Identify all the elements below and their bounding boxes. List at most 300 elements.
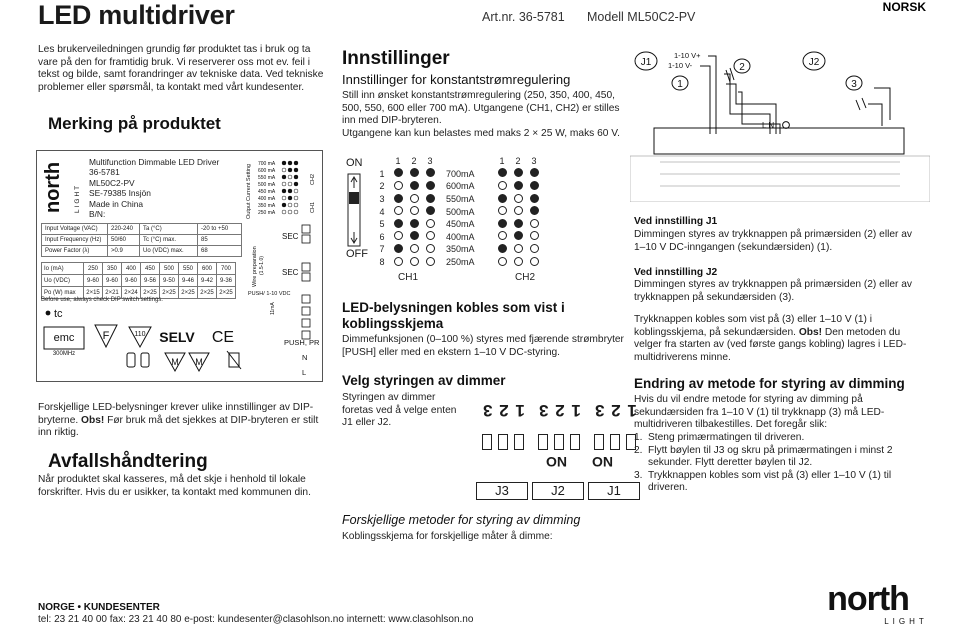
column-header: 1 [395, 156, 401, 167]
table-cell [390, 168, 406, 181]
dip-on-dot [426, 206, 435, 215]
table-cell: 9-56 [141, 275, 160, 287]
current-value: 550mA [446, 194, 475, 205]
table-cell [526, 168, 542, 181]
side-dip-dot [294, 161, 298, 165]
logo-bottom: LIGHT [884, 617, 928, 626]
mm-text: M [171, 357, 179, 367]
current-value: 350mA [446, 244, 475, 255]
dip-off-dot [530, 219, 539, 228]
current-value: 450mA [446, 219, 475, 230]
control-heading: Velg styringen av dimmer [342, 373, 506, 388]
dip-off-dot [410, 244, 419, 253]
dip-off-dot [394, 231, 403, 240]
table-row [374, 256, 542, 269]
obs-label: Obs! [81, 414, 105, 426]
dip-on-dot [410, 231, 419, 240]
side-row-label: 350 mA [258, 203, 276, 209]
table-cell: 2×21 [103, 287, 122, 299]
mm-mark-icon [165, 353, 209, 371]
table-cell [406, 205, 422, 218]
table-cell [494, 243, 510, 256]
jumper-pin-icon [482, 434, 492, 450]
dip-off-dot [394, 257, 403, 266]
table-row [374, 168, 542, 181]
article-number: Art.nr. 36-5781 [482, 10, 565, 24]
table-cell [406, 168, 422, 181]
dip-switch-icon [340, 172, 368, 248]
dip-off-dot [530, 244, 539, 253]
dip-on-dot [514, 168, 523, 177]
table-cell: Ta (°C) [140, 224, 198, 235]
table-cell [510, 205, 526, 218]
waste-text: Når produktet skal kasseres, må det skje i henhold til lokale forskrifter. Hvis du er usikker, ta kontakt med kommunen din. [38, 474, 311, 498]
settings-subheading: Innstillinger for konstantstrømregulering [342, 72, 571, 87]
jumper-label: J1 [588, 482, 640, 500]
warning-text: Forskjellige LED-belysninger krever ulike innstillinger av DIP-bryterne. [38, 402, 314, 426]
side-dip-dot [288, 168, 292, 172]
jumper-pin-icon [570, 434, 580, 450]
table-cell: 50/60 [108, 235, 140, 246]
row-number: 8 [379, 257, 385, 268]
push-button-icon [127, 353, 149, 367]
table-cell [526, 180, 542, 193]
table-row [42, 275, 236, 287]
table-header-row [374, 155, 542, 168]
table-cell: Input Frequency (Hz) [42, 235, 108, 246]
table-cell: 550 [179, 263, 198, 275]
current-value: 600mA [446, 181, 475, 192]
list-item [634, 432, 924, 445]
footer-contact: tel: 23 21 40 00 fax: 23 21 40 80 e-post: kundesenter@clasohlson.no internett: www.clasohlson.no [38, 614, 474, 625]
side-ch1: CH1 [310, 201, 316, 213]
dip-off-dot [514, 206, 523, 215]
side-dip-dot [288, 210, 292, 214]
table-cell [406, 193, 422, 206]
wire-lines [700, 56, 890, 134]
j2-setting-text: Dimmingen styres av trykknappen på primærsiden (2) eller av trykknappen på sekundærsiden (3). [634, 279, 912, 303]
column-header: 2 [515, 156, 521, 167]
v-plus-label: 1-10 V+ [674, 51, 701, 60]
table-cell [422, 180, 438, 193]
table-cell [510, 218, 526, 231]
mm-text: M [195, 357, 203, 367]
table-cell: 9-42 [198, 275, 217, 287]
table-cell [526, 256, 542, 269]
terminal-block-icon [302, 225, 310, 339]
column-header: 3 [531, 156, 537, 167]
dip-on-dot [530, 168, 539, 177]
temp-text: 110 [134, 331, 146, 338]
table-cell: 68 [198, 246, 242, 257]
side-dip-dot [282, 182, 286, 186]
j1-setting-text: Dimmingen styres av trykknappen på primærsiden (2) eller av 1–10 V DC-inngangen (sekundærsiden) (1). [634, 229, 912, 253]
change-steps [634, 432, 924, 495]
temp-mark-icon [129, 327, 151, 347]
side-dip-dot [294, 210, 298, 214]
table-row [374, 243, 542, 256]
side-dip-dot [288, 196, 292, 200]
dip-off-dot [426, 231, 435, 240]
before-use-note: Before use, always check DIP switch settings. [41, 297, 163, 303]
emc-text: emc [53, 332, 75, 344]
svg-text:north: north [42, 161, 64, 213]
list-number: 3. [634, 469, 643, 481]
ma-label: 11mA [270, 302, 276, 315]
dip-on-dot [530, 194, 539, 203]
table-cell [422, 205, 438, 218]
dip-on-dot [394, 194, 403, 203]
jumper-label: J2 [532, 482, 584, 500]
side-dip-dot [294, 168, 298, 172]
jumper-panel-j3 [476, 394, 532, 506]
side-dip-dot [294, 203, 298, 207]
dip-on-dot [394, 244, 403, 253]
dip-warning [38, 402, 328, 440]
side-dip-dot [282, 189, 286, 193]
table-cell: 220-240 [108, 224, 140, 235]
table-cell [374, 155, 390, 168]
ch1-label: CH1 [398, 272, 419, 283]
dip-on-dot [514, 181, 523, 190]
v-minus-label: 1-10 V- [668, 61, 693, 70]
jumper-no-label: NO [592, 454, 613, 470]
table-row [374, 218, 542, 231]
table-cell [406, 180, 422, 193]
table-cell [422, 168, 438, 181]
table-cell: 2×25 [217, 287, 236, 299]
table-cell: 2×15 [84, 287, 103, 299]
wiring-diagram [630, 44, 930, 202]
warning-text-2: Før bruk må det sjekkes at DIP-bryteren er stilt inn riktig. [38, 414, 319, 439]
dip-on-dot [426, 181, 435, 190]
ch2-label: CH2 [515, 272, 536, 283]
jumper-digits: 1 2 3 [482, 401, 525, 420]
table-cell: 2×24 [122, 287, 141, 299]
table-cell [526, 205, 542, 218]
table-row [374, 231, 542, 244]
table-cell [390, 218, 406, 231]
table-row [374, 205, 542, 218]
dip-off-dot [394, 206, 403, 215]
side-dip-dot [294, 189, 298, 193]
table-row [374, 180, 542, 193]
side-row-label: 600 mA [258, 168, 276, 174]
side-dip-dot [288, 203, 292, 207]
side-dip-dot [288, 182, 292, 186]
jumper-pin-icon [498, 434, 508, 450]
list-number: 2. [634, 444, 643, 456]
dip-on-dot [530, 181, 539, 190]
jumper-label: J3 [476, 482, 528, 500]
table-cell: 9-46 [179, 275, 198, 287]
j1-setting-title: Ved innstilling J1 [634, 216, 718, 227]
sec-label: SEC [282, 232, 299, 241]
push-label: PUSH/ 1-10 VDC [248, 291, 291, 297]
side-row-label: 700 mA [258, 161, 276, 167]
table-cell: Io (mA) [42, 263, 84, 275]
current-value: 250mA [446, 257, 475, 268]
dip-off-dot [498, 181, 507, 190]
table-cell: 2×25 [160, 287, 179, 299]
row-number: 5 [379, 219, 385, 230]
dip-on-dot [498, 244, 507, 253]
certification-marks [41, 305, 245, 379]
table-cell [494, 256, 510, 269]
dip-on-dot [498, 194, 507, 203]
push-switch-icon [856, 98, 866, 110]
table-cell [422, 243, 438, 256]
dip-on-dot [394, 168, 403, 177]
label-line: 36-5781 [89, 167, 120, 178]
dip-on-dot [498, 219, 507, 228]
marking-heading: Merking på produktet [48, 114, 221, 133]
jumper-no-label: NO [546, 454, 567, 470]
table-row [42, 263, 236, 275]
settings-text: Still inn ønsket konstantstrømregulering (250, 350, 400, 450, 500, 550, 600 eller 700 mA). Utgangene (CH1, CH2) er stilles inn med DIP-bryteren. [342, 90, 620, 127]
row-number: 4 [379, 206, 385, 217]
table-cell: 2×25 [198, 287, 217, 299]
row-number: 3 [379, 194, 385, 205]
table-cell [390, 205, 406, 218]
row-number: 6 [379, 231, 385, 242]
table-cell: >0.9 [108, 246, 140, 257]
table-cell: 350 [103, 263, 122, 275]
methods-text: Koblingsskjema for forskjellige måter å dimme: [342, 531, 553, 542]
list-item [634, 445, 924, 470]
table-cell: 700 [217, 263, 236, 275]
dip-on-dot [410, 219, 419, 228]
dip-off-dot [498, 206, 507, 215]
dip-on-dot [410, 181, 419, 190]
side-row-label: 400 mA [258, 196, 276, 202]
wiring-heading: LED-belysningen kobles som vist i koblingsskjema [342, 300, 565, 331]
side-row-label: 450 mA [258, 189, 276, 195]
jumper-pin-icon [554, 434, 564, 450]
dip-off-dot [426, 257, 435, 266]
table-cell [494, 180, 510, 193]
change-heading: Endring av metode for styring av dimming [634, 376, 905, 391]
dip-settings-table [374, 155, 542, 268]
jumper-panel-j2 [532, 394, 588, 506]
side-ch2: CH2 [310, 173, 316, 185]
table-cell [494, 193, 510, 206]
dip-on-dot [530, 206, 539, 215]
table-cell [510, 256, 526, 269]
table-cell: 85 [198, 235, 242, 246]
settings-limit-text: Utgangene kan kun belastes med maks 2 × 25 W, maks 60 V. [342, 128, 620, 139]
side-dip-dot [288, 189, 292, 193]
dip-off-dot [514, 244, 523, 253]
marker-2: 2 [739, 62, 745, 73]
table-cell: 2×25 [179, 287, 198, 299]
dip-on-dot [514, 231, 523, 240]
j2-tag: J2 [808, 57, 820, 68]
table-cell: 500 [160, 263, 179, 275]
dip-on-dot [426, 194, 435, 203]
row-number: 2 [379, 181, 385, 192]
jumper-digits: 1 2 3 [594, 401, 637, 420]
side-dip-dot [282, 196, 286, 200]
intro-text: Les brukerveiledningen grundig før produktet tas i bruk og ta vare på den for framtidig bruk. Vi reserverer oss mot ev. feil i tekst og bilde, samt forandringer av tekniske data. Ved tekniske problemer eller spørsmål, ta kontakt med vårt kundesenter. [38, 44, 324, 93]
table-cell [494, 231, 510, 244]
side-title: Output Current Setting [246, 163, 252, 219]
f-mark-icon [95, 325, 117, 347]
table-row [42, 224, 242, 235]
table-cell [526, 218, 542, 231]
driver-pcb-detail [630, 156, 930, 202]
wire-dim: (1.5-1.0) [259, 256, 265, 275]
j1-tag: J1 [640, 57, 652, 68]
emc-mark-icon [44, 327, 84, 357]
language-label: NORSK [882, 0, 926, 14]
waste-heading: Avfallshåndtering [48, 451, 208, 472]
wiring-text: Dimmefunksjonen (0–100 %) styres med fjærende strømbryter [PUSH] eller med en ekstern 1–10 V DC-styring. [342, 334, 624, 358]
dip-off-dot [514, 194, 523, 203]
dip-off-dot [530, 231, 539, 240]
table-cell: Uo (VDC) [42, 275, 84, 287]
side-row-label: 550 mA [258, 175, 276, 181]
label-side-panel [244, 155, 322, 379]
table-cell [526, 243, 542, 256]
row-number: 7 [379, 244, 385, 255]
table-cell [510, 193, 526, 206]
dip-off-dot [426, 219, 435, 228]
dip-off-dot [530, 257, 539, 266]
emc-sub-text: 300MHz [52, 351, 76, 357]
dip-off-dot [426, 244, 435, 253]
step-text: Steng primærmatingen til driveren. [648, 432, 805, 443]
current-value: 400mA [446, 231, 475, 242]
model-number: Modell ML50C2-PV [587, 10, 696, 24]
jumper-pin-icon [538, 434, 548, 450]
table-cell [422, 256, 438, 269]
side-dip-dot [288, 161, 292, 165]
table-cell [406, 243, 422, 256]
table-cell [510, 180, 526, 193]
svg-text:LIGHT: LIGHT [74, 183, 81, 213]
tc-mark-icon [46, 308, 63, 320]
ln-label: L N [762, 121, 775, 130]
side-dip-dot [282, 161, 286, 165]
side-dip-dot [294, 196, 298, 200]
table-cell [526, 231, 542, 244]
dip-on-dot [498, 168, 507, 177]
side-dip-dot [282, 168, 286, 172]
dip-off-label: OFF [346, 248, 368, 260]
label-line: ML50C2-PV [89, 177, 135, 188]
side-output-rows [258, 161, 298, 216]
j2-setting-title: Ved innstilling J2 [634, 267, 718, 278]
footer-company: NORGE • KUNDESENTER [38, 602, 160, 613]
step-text: Trykknappen kobles som vist på (3) eller 1–10 V (1) til driveren. [648, 469, 892, 494]
table-cell: Input Voltage (VAC) [42, 224, 108, 235]
table-cell: 600 [198, 263, 217, 275]
table-cell [390, 243, 406, 256]
label-line: Made in China [89, 198, 144, 209]
table-cell [510, 168, 526, 181]
current-value: 500mA [446, 206, 475, 217]
label-line: Multifunction Dimmable LED Driver [89, 157, 220, 167]
list-number: 1. [634, 432, 643, 443]
table-cell [510, 231, 526, 244]
page-title: LED multidriver [38, 0, 235, 30]
table-cell [438, 155, 494, 168]
f-text: F [102, 330, 110, 342]
dip-on-label: ON [346, 157, 363, 169]
jumper-pin-icon [594, 434, 604, 450]
side-dip-dot [288, 175, 292, 179]
side-dip-dot [294, 182, 298, 186]
table-cell [390, 180, 406, 193]
table-cell: 250 [84, 263, 103, 275]
list-item [634, 470, 924, 495]
table-row [374, 193, 542, 206]
table-cell: -20 to +50 [198, 224, 242, 235]
table-cell [406, 218, 422, 231]
table-cell [390, 193, 406, 206]
jumper-digits: 1 2 3 [538, 401, 581, 420]
table-cell: 9-60 [84, 275, 103, 287]
table-cell: Uo (VDC) max. [140, 246, 198, 257]
table-cell [422, 193, 438, 206]
methods-heading: Forskjellige metoder for styring av dimming [342, 513, 581, 527]
bin-icon [227, 351, 241, 369]
current-value: 700mA [446, 168, 475, 179]
wire-prep: Wire preparation [252, 246, 258, 287]
jumper-pin-icon [610, 434, 620, 450]
dip-off-dot [410, 206, 419, 215]
dip-off-dot [498, 231, 507, 240]
dip-on-dot [394, 219, 403, 228]
table-cell [494, 218, 510, 231]
ce-mark: CE [211, 329, 235, 346]
dip-on-dot [426, 168, 435, 177]
table-cell: 9-36 [217, 275, 236, 287]
table-cell [422, 218, 438, 231]
label-line: B/N: [89, 209, 106, 220]
table-cell: Power Factor (λ) [42, 246, 108, 257]
dip-on-dot [410, 168, 419, 177]
driver-body [654, 128, 904, 154]
ground-icon [783, 122, 790, 129]
obs-label: Obs! [798, 326, 823, 338]
j2-setting-text-2 [634, 314, 924, 364]
side-dip-dot [294, 175, 298, 179]
push-pr-label: PUSH, PR [284, 338, 320, 347]
j2-note-2: Den metoden du velger fra starten av (ved første gangs kobling) lagres i LED-multidriverens minne. [634, 326, 907, 363]
step-text: Flytt bøylen til J3 og skru på primærmatingen i minst 2 sekunder. Flytt deretter bøylen til J2. [648, 444, 893, 469]
dip-off-dot [498, 257, 507, 266]
table-cell [406, 231, 422, 244]
change-text: Hvis du vil endre metode for styring av dimming på sekundærsiden fra 1–10 V (1) til trykknapp (3) må LED-multidriveren tilbakestilles. Det foregår slik: [634, 394, 885, 431]
table-cell: 9-60 [103, 275, 122, 287]
table-row [42, 246, 242, 257]
row-number: 1 [379, 168, 385, 179]
dip-off-dot [514, 257, 523, 266]
north-light-logo-icon [806, 580, 930, 626]
side-dip-dot [282, 175, 286, 179]
table-row [42, 235, 242, 246]
settings-heading: Innstillinger [342, 48, 450, 69]
control-text: Styringen av dimmer foretas ved å velge enten J1 eller J2. [342, 392, 457, 429]
side-dip-dot [282, 210, 286, 214]
column-header: 1 [499, 156, 505, 167]
tc-text: tc [54, 308, 63, 320]
table-cell: Po (W) max [42, 287, 84, 299]
table-cell: 9-50 [160, 275, 179, 287]
side-row-label: 500 mA [258, 182, 276, 188]
